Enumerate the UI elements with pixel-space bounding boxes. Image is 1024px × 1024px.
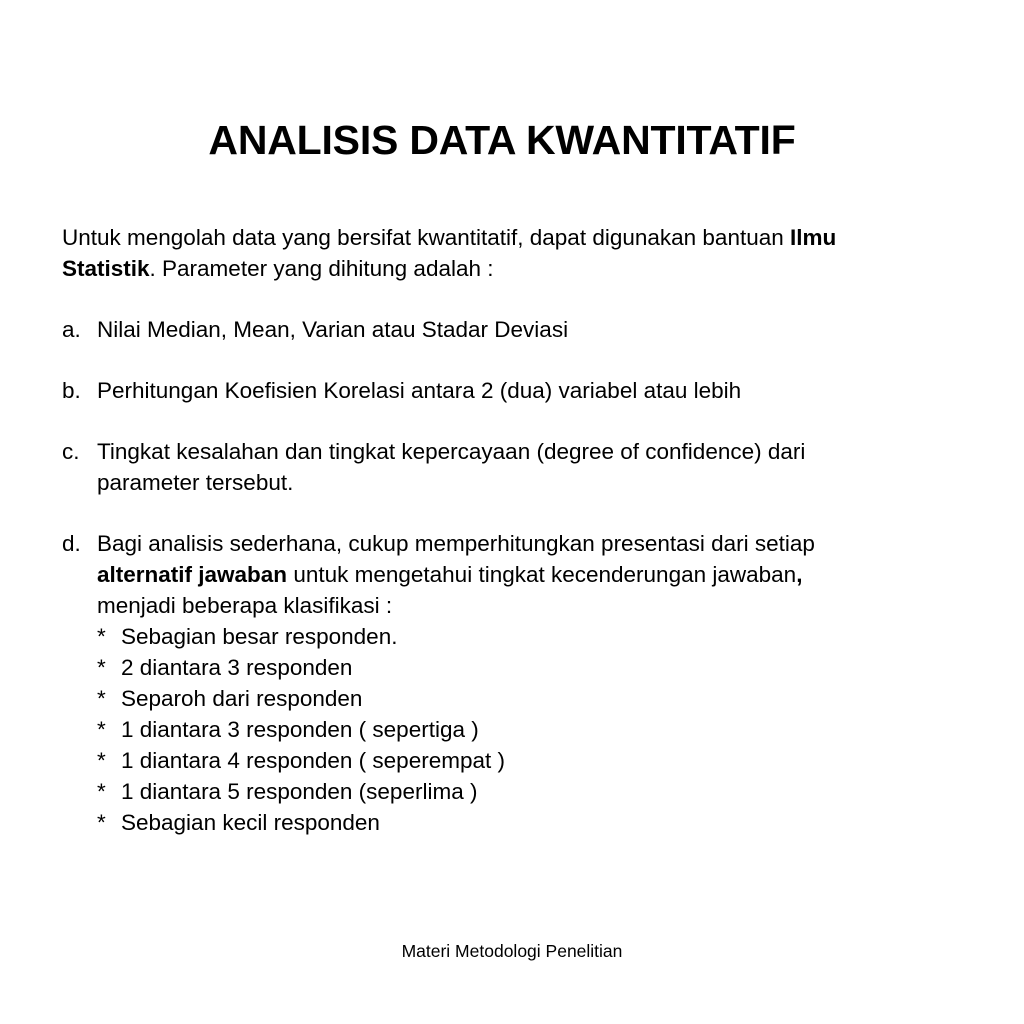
list-marker: b. bbox=[62, 378, 81, 403]
list-item-c bbox=[62, 436, 962, 467]
list-marker: a. bbox=[62, 317, 81, 342]
bullet-star: * bbox=[97, 624, 106, 649]
sub-item bbox=[62, 621, 962, 652]
intro-bold-statistik: Statistik bbox=[62, 256, 150, 281]
bullet-star: * bbox=[97, 810, 106, 835]
list-marker: d. bbox=[62, 531, 81, 556]
sub-item bbox=[62, 807, 962, 838]
sub-item-text: Sebagian besar responden. bbox=[121, 624, 398, 649]
sub-item-text: 1 diantara 4 responden ( seperempat ) bbox=[121, 748, 505, 773]
list-item-text: Perhitungan Koefisien Korelasi antara 2 (dua) variabel atau lebih bbox=[97, 378, 742, 403]
intro-bold-ilmu: Ilmu bbox=[790, 225, 837, 250]
sub-item bbox=[62, 714, 962, 745]
list-item-b bbox=[62, 375, 962, 406]
intro-text: Untuk mengolah data yang bersifat kwantitatif, dapat digunakan bantuan bbox=[62, 225, 790, 250]
list-item-d bbox=[62, 528, 962, 559]
sub-item bbox=[62, 776, 962, 807]
bullet-star: * bbox=[97, 748, 106, 773]
sub-item bbox=[62, 652, 962, 683]
bullet-star: * bbox=[97, 655, 106, 680]
sub-item-text: 1 diantara 5 responden (seperlima ) bbox=[121, 779, 478, 804]
list-marker: c. bbox=[62, 439, 80, 464]
bold-comma: , bbox=[796, 562, 803, 587]
intro-line-2 bbox=[62, 253, 962, 284]
sub-item-text: 2 diantara 3 responden bbox=[121, 655, 353, 680]
sub-item-text: Sebagian kecil responden bbox=[121, 810, 380, 835]
slide-title: ANALISIS DATA KWANTITATIF bbox=[208, 117, 796, 163]
list-item-d-line-2 bbox=[62, 559, 962, 590]
list-item-text: Tingkat kesalahan dan tingkat kepercayaan (degree of confidence) dari bbox=[97, 439, 806, 464]
slide-footer: Materi Metodologi Penelitian bbox=[401, 941, 623, 961]
sub-item bbox=[62, 745, 962, 776]
sub-item-text: Separoh dari responden bbox=[121, 686, 363, 711]
slide-body bbox=[62, 222, 962, 838]
list-item-text: untuk mengetahui tingkat kecenderungan jawaban bbox=[287, 562, 797, 587]
sub-item bbox=[62, 683, 962, 714]
list-item-c-continuation: parameter tersebut. bbox=[97, 470, 294, 495]
sub-item-text: 1 diantara 3 responden ( sepertiga ) bbox=[121, 717, 479, 742]
bullet-star: * bbox=[97, 717, 106, 742]
bold-alternatif-jawaban: alternatif jawaban bbox=[97, 562, 288, 587]
list-item-a bbox=[62, 314, 962, 345]
list-item-text: Nilai Median, Mean, Varian atau Stadar Deviasi bbox=[97, 317, 569, 342]
list-item-text: Bagi analisis sederhana, cukup memperhitungkan presentasi dari setiap bbox=[97, 531, 815, 556]
intro-line-1 bbox=[62, 222, 962, 253]
bullet-star: * bbox=[97, 686, 106, 711]
list-item-d-line-3: menjadi beberapa klasifikasi : bbox=[97, 593, 393, 618]
intro-text-end: . Parameter yang dihitung adalah : bbox=[149, 256, 494, 281]
bullet-star: * bbox=[97, 779, 106, 804]
